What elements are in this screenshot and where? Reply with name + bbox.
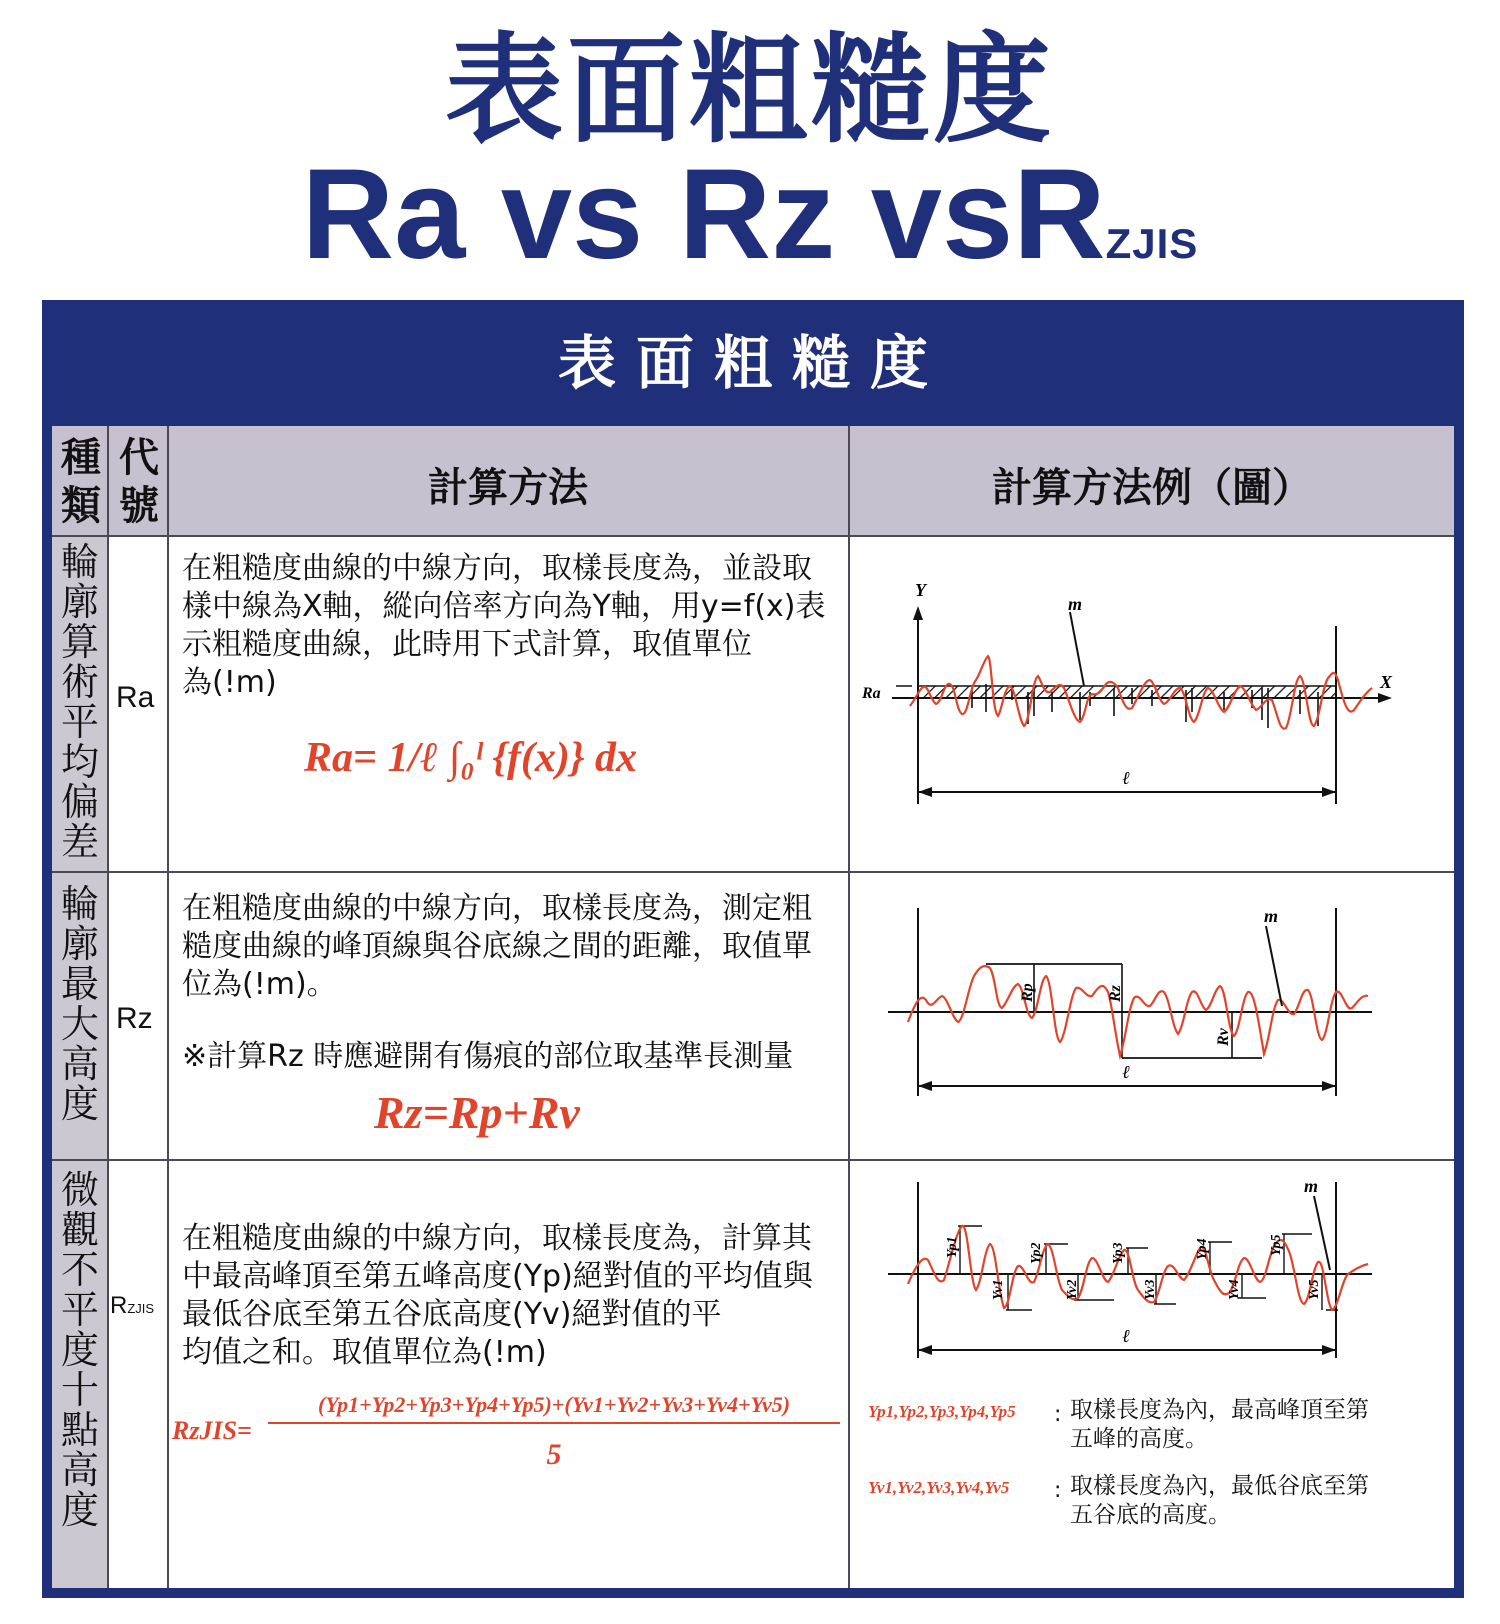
m-label: m: [1264, 906, 1279, 926]
row-rzjis-formula-den: 5: [546, 1438, 562, 1471]
code-sub: ZJIS: [127, 1301, 155, 1316]
length-label: ℓ: [1122, 768, 1130, 788]
desc-line: 中最高峰頂至第五峰高度(Yp)絕對值的平均值與: [182, 1259, 813, 1294]
type-char: 輪: [60, 540, 99, 584]
header-type-char: 種: [61, 435, 101, 481]
row-rzjis-type: [54, 1170, 106, 1530]
type-char: 微: [60, 1168, 99, 1212]
yv1-label: Yv1: [991, 1279, 1006, 1300]
table-banner: 表面粗糙度: [557, 329, 948, 397]
type-char: 高: [60, 1042, 99, 1086]
type-char: 平: [60, 1288, 99, 1332]
row-rzjis-code: [110, 1292, 154, 1320]
legend-line: 五谷底的高度。: [1070, 1502, 1231, 1528]
legend-line: 取樣長度為內，最高峰頂至第: [1070, 1397, 1369, 1423]
profile-curve: [908, 1226, 1368, 1310]
row-ra-desc: [182, 550, 842, 702]
row-ra-code: Ra: [116, 681, 155, 714]
type-char: 術: [60, 660, 99, 704]
rz-diagram: [852, 888, 1450, 1138]
x-axis-arrow: [1378, 693, 1392, 703]
grid-line: [52, 1159, 1454, 1161]
m-label: m: [1304, 1176, 1319, 1196]
m-label: m: [1068, 594, 1083, 614]
legend-yv-key: Yv1,Yv2,Yv3,Yv4,Yv5: [868, 1478, 1010, 1497]
type-char: 度: [60, 1328, 99, 1372]
desc-line: 在粗糙度曲線的中線方向，取樣長度為，並設取: [182, 551, 812, 586]
ra-diagram: [852, 576, 1450, 856]
type-char: 廓: [60, 580, 99, 624]
main-title: 表面粗糙度: [444, 21, 1055, 159]
length-label: ℓ: [1122, 1326, 1130, 1346]
yv2-label: Yv2: [1065, 1279, 1080, 1300]
rzjis-diagram: [852, 1162, 1450, 1378]
grid-line: [848, 426, 850, 1588]
header-code: [112, 434, 166, 530]
legend-yv-text: [1070, 1472, 1450, 1530]
type-char: 大: [60, 1002, 99, 1046]
length-arrow-right: [1322, 787, 1336, 797]
yp4-label: Yp4: [1195, 1238, 1210, 1260]
type-char: 均: [60, 740, 99, 784]
type-char: 平: [60, 700, 99, 744]
desc-line: 示粗糙度曲線，此時用下式計算，取值單位: [182, 627, 752, 662]
rz-label: Rz: [1107, 985, 1124, 1002]
legend-yp-key: Yp1,Yp2,Yp3,Yp4,Yp5: [868, 1402, 1016, 1421]
yv5-label: Yv5: [1307, 1279, 1322, 1300]
type-char: 不: [60, 1248, 99, 1292]
legend-yp-text: [1070, 1396, 1450, 1454]
length-label: ℓ: [1122, 1062, 1130, 1082]
ra-label: Ra: [862, 685, 881, 702]
ra-band: [918, 686, 1336, 698]
row-rz-note: ※計算Rz 時應避開有傷痕的部位取基準長測量: [182, 1039, 794, 1074]
sub-title-main: Ra vs Rz vsR: [301, 143, 1106, 286]
type-char: 點: [60, 1408, 99, 1452]
desc-line: 為(!m): [182, 665, 277, 700]
legend-colon: :: [1054, 1478, 1062, 1503]
desc-line: 位為(!m)。: [182, 967, 337, 1002]
row-ra-type: [54, 542, 106, 862]
row-rz-desc: [182, 890, 842, 1004]
header-example: 計算方法例（圖）: [992, 465, 1312, 511]
header-code-char: 代: [119, 435, 159, 481]
length-arrow-right: [1322, 1345, 1336, 1355]
y-axis-arrow: [913, 606, 923, 620]
m-pointer: [1070, 612, 1084, 686]
type-char: 高: [60, 1448, 99, 1492]
length-arrow-left: [918, 787, 932, 797]
row-rz-type: [54, 884, 106, 1124]
rp-label: Rp: [1019, 983, 1036, 1002]
desc-line: 最低谷底至第五谷底高度(Yv)絕對值的平: [182, 1297, 722, 1332]
type-char: 偏: [60, 780, 99, 824]
grid-line: [52, 871, 1454, 873]
type-char: 十: [60, 1368, 99, 1412]
legend-line: 五峰的高度。: [1070, 1426, 1208, 1452]
type-char: 度: [60, 1488, 99, 1532]
grid-line: [52, 535, 1454, 537]
header-type-char: 類: [61, 483, 101, 529]
desc-line: 在粗糙度曲線的中線方向，取樣長度為，測定粗: [182, 891, 812, 926]
row-rz-code: Rz: [116, 1002, 153, 1035]
length-arrow-left: [918, 1345, 932, 1355]
grid-line: [167, 426, 169, 1588]
type-char: 觀: [60, 1208, 99, 1252]
y-axis-label: Y: [915, 580, 926, 600]
sub-title-subscript: ZJIS: [1105, 220, 1199, 267]
row-rzjis-formula-lhs: RzJIS=: [172, 1416, 252, 1445]
header-method: 計算方法: [428, 465, 588, 511]
length-arrow-left: [918, 1081, 932, 1091]
length-arrow-right: [1322, 1081, 1336, 1091]
legend-colon: :: [1054, 1402, 1062, 1427]
rv-label: Rv: [1215, 1028, 1232, 1046]
yp2-label: Yp2: [1029, 1242, 1044, 1264]
row-ra-formula: Ra= 1/ℓ ∫₀ˡ {f(x)} dx: [304, 735, 638, 781]
desc-line: 糙度曲線的峰頂線與谷底線之間的距離，取值單: [182, 929, 812, 964]
yp3-label: Yp3: [1111, 1242, 1126, 1264]
type-char: 差: [60, 820, 99, 864]
m-pointer: [1314, 1196, 1330, 1270]
m-pointer: [1266, 926, 1282, 1006]
yp1-label: Yp1: [945, 1236, 960, 1258]
desc-line: 在粗糙度曲線的中線方向，取樣長度為，計算其: [182, 1221, 812, 1256]
table-frame: [42, 300, 1464, 1598]
type-char: 度: [60, 1082, 99, 1126]
code-main: R: [110, 1292, 128, 1319]
row-rzjis-formula-num: (Yp1+Yp2+Yp3+Yp4+Yp5)+(Yv1+Yv2+Yv3+Yv4+Yv5): [268, 1392, 840, 1424]
yp5-label: Yp5: [1269, 1234, 1284, 1256]
yv3-label: Yv3: [1143, 1279, 1158, 1300]
legend-line: 取樣長度為內，最低谷底至第: [1070, 1473, 1369, 1499]
header-code-char: 號: [119, 483, 159, 529]
type-char: 廓: [60, 922, 99, 966]
grid-line: [107, 426, 109, 1588]
sub-title: [0, 143, 1500, 309]
desc-line: 樣中線為X軸，縱向倍率方向為Y軸，用y=f(x)表: [182, 589, 826, 624]
yv4-label: Yv4: [1227, 1279, 1242, 1300]
row-rz-formula: Rz=Rp+Rv: [374, 1087, 580, 1138]
type-char: 算: [60, 620, 99, 664]
x-axis-label: X: [1380, 672, 1393, 692]
type-char: 輪: [60, 882, 99, 926]
desc-line: 均值之和。取值單位為(!m): [182, 1335, 547, 1370]
header-type: [56, 434, 106, 530]
row-rzjis-desc: [182, 1220, 842, 1372]
roughness-table: [52, 426, 1454, 1588]
type-char: 最: [60, 962, 99, 1006]
